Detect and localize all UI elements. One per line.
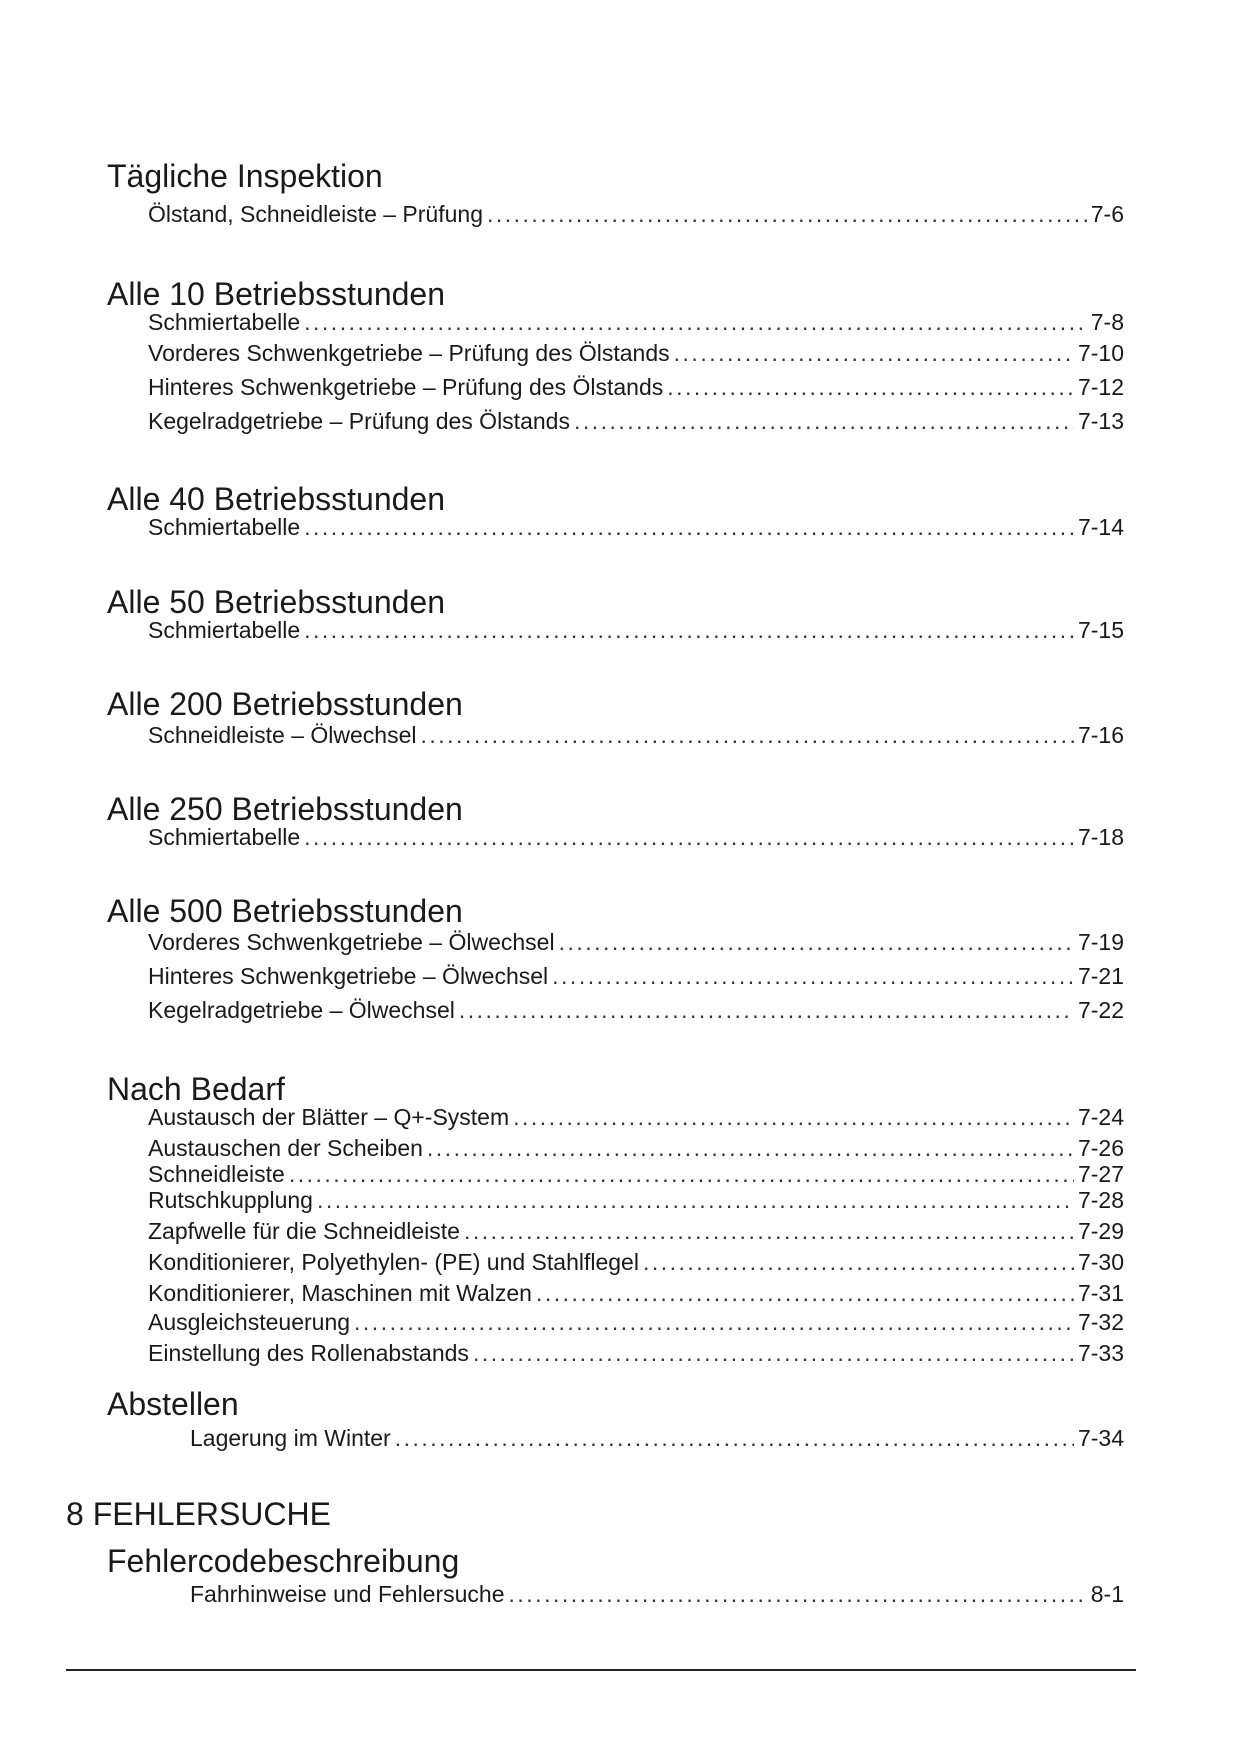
toc-entry-page: 7-26 — [1077, 1135, 1124, 1161]
dot-leader — [317, 1186, 1074, 1214]
toc-entry-page: 7-27 — [1077, 1161, 1124, 1187]
toc-entry-page: 7-18 — [1077, 824, 1124, 850]
toc-entry-label: Zapfwelle für die Schneidleiste — [148, 1218, 460, 1244]
toc-entry[interactable] — [148, 996, 1124, 1024]
toc-entry[interactable] — [148, 721, 1124, 749]
dot-leader — [459, 996, 1074, 1024]
toc-entry-label: Vorderes Schwenkgetriebe – Prüfung des Ölstands — [148, 340, 670, 366]
toc-entry[interactable] — [148, 962, 1124, 990]
toc-entry[interactable] — [148, 1339, 1124, 1367]
dot-leader — [674, 339, 1074, 367]
toc-entry[interactable] — [148, 1134, 1124, 1162]
toc-entry-label: Hinteres Schwenkgetriebe – Ölwechsel — [148, 963, 549, 989]
dot-leader — [289, 1160, 1074, 1188]
toc-entry-page: 7-33 — [1077, 1340, 1124, 1366]
toc-section-heading: Alle 40 Betriebsstunden — [107, 481, 445, 517]
toc-entry[interactable] — [148, 373, 1124, 401]
toc-chapter-heading: 8 FEHLERSUCHE — [66, 1496, 331, 1532]
dot-leader — [667, 373, 1074, 401]
toc-entry-label: Schmiertabelle — [148, 824, 301, 850]
toc-entry-page: 7-12 — [1077, 374, 1124, 400]
dot-leader — [304, 308, 1087, 336]
toc-entry[interactable] — [148, 1186, 1124, 1214]
dot-leader — [513, 1103, 1074, 1131]
toc-entry[interactable] — [148, 616, 1124, 644]
toc-entry-label: Kegelradgetriebe – Prüfung des Ölstands — [148, 408, 570, 434]
toc-entry[interactable] — [148, 823, 1124, 851]
toc-section-heading: Alle 500 Betriebsstunden — [107, 893, 463, 929]
toc-entry[interactable] — [148, 339, 1124, 367]
toc-entry-label: Hinteres Schwenkgetriebe – Prüfung des Ölstands — [148, 374, 664, 400]
toc-entry[interactable] — [148, 1217, 1124, 1245]
toc-section-heading: Tägliche Inspektion — [107, 158, 383, 194]
toc-entry-page: 7-14 — [1077, 514, 1124, 540]
toc-entry-label: Schneidleiste – Ölwechsel — [148, 722, 417, 748]
toc-entry-label: Austausch der Blätter – Q+-System — [148, 1104, 510, 1130]
toc-entry-label: Konditionierer, Polyethylen- (PE) und Stahlflegel — [148, 1249, 639, 1275]
dot-leader — [509, 1580, 1087, 1608]
toc-entry-label: Schneidleiste — [148, 1161, 285, 1187]
toc-entry-page: 7-29 — [1077, 1218, 1124, 1244]
toc-entry-page: 7-32 — [1077, 1309, 1124, 1335]
toc-entry[interactable] — [148, 1248, 1124, 1276]
dot-leader — [559, 928, 1074, 956]
dot-leader — [304, 616, 1074, 644]
toc-section-heading: Alle 10 Betriebsstunden — [107, 276, 445, 312]
toc-entry[interactable] — [148, 1103, 1124, 1131]
toc-entry-page: 7-28 — [1077, 1187, 1124, 1213]
toc-entry[interactable] — [148, 1279, 1124, 1307]
toc-entry-page: 7-19 — [1077, 929, 1124, 955]
toc-entry-page: 7-6 — [1090, 201, 1124, 227]
toc-section-heading: Alle 250 Betriebsstunden — [107, 791, 463, 827]
toc-entry-label: Ölstand, Schneidleiste – Prüfung — [148, 201, 483, 227]
toc-entry[interactable] — [148, 513, 1124, 541]
dot-leader — [536, 1279, 1074, 1307]
toc-entry-page: 7-21 — [1077, 963, 1124, 989]
dot-leader — [304, 823, 1074, 851]
toc-entry-label: Ausgleichsteuerung — [148, 1309, 351, 1335]
toc-entry-page: 7-30 — [1077, 1249, 1124, 1275]
toc-section-heading: Fehlercodebeschreibung — [107, 1543, 460, 1579]
toc-entry-page: 7-13 — [1077, 408, 1124, 434]
toc-entry-page: 7-16 — [1077, 722, 1124, 748]
toc-entry-label: Schmiertabelle — [148, 514, 301, 540]
toc-entry-page: 7-22 — [1077, 997, 1124, 1023]
dot-leader — [473, 1339, 1074, 1367]
toc-entry-label: Schmiertabelle — [148, 617, 301, 643]
toc-entry[interactable] — [148, 200, 1124, 228]
toc-entry-page: 7-8 — [1090, 309, 1124, 335]
toc-entry-label: Fahrhinweise und Fehlersuche — [190, 1581, 505, 1607]
toc-entry[interactable] — [148, 1308, 1124, 1336]
toc-entry[interactable] — [148, 1160, 1124, 1188]
toc-section-heading: Alle 50 Betriebsstunden — [107, 584, 445, 620]
toc-section-heading: Alle 200 Betriebsstunden — [107, 686, 463, 722]
toc-entry-page: 7-10 — [1077, 340, 1124, 366]
dot-leader — [464, 1217, 1074, 1245]
toc-entry-label: Austauschen der Scheiben — [148, 1135, 423, 1161]
toc-entry-label: Vorderes Schwenkgetriebe – Ölwechsel — [148, 929, 555, 955]
toc-entry[interactable] — [190, 1580, 1124, 1608]
toc-section-heading: Nach Bedarf — [107, 1071, 285, 1107]
dot-leader — [487, 200, 1087, 228]
toc-entry-page: 7-24 — [1077, 1104, 1124, 1130]
footer-rule — [66, 1669, 1136, 1671]
toc-entry-label: Rutschkupplung — [148, 1187, 313, 1213]
dot-leader — [643, 1248, 1074, 1276]
toc-entry[interactable] — [148, 928, 1124, 956]
toc-entry-label: Schmiertabelle — [148, 309, 301, 335]
toc-entry-page: 8-1 — [1090, 1581, 1124, 1607]
toc-section-heading: Abstellen — [107, 1386, 239, 1422]
dot-leader — [304, 513, 1074, 541]
toc-entry-page: 7-15 — [1077, 617, 1124, 643]
toc-entry-label: Einstellung des Rollenabstands — [148, 1340, 469, 1366]
toc-entry-label: Lagerung im Winter — [190, 1425, 391, 1451]
dot-leader — [395, 1424, 1074, 1452]
toc-entry-label: Konditionierer, Maschinen mit Walzen — [148, 1280, 532, 1306]
toc-entry[interactable] — [148, 308, 1124, 336]
dot-leader — [552, 962, 1074, 990]
toc-entry-page: 7-31 — [1077, 1280, 1124, 1306]
dot-leader — [427, 1134, 1074, 1162]
toc-entry[interactable] — [190, 1424, 1124, 1452]
dot-leader — [574, 407, 1074, 435]
toc-entry[interactable] — [148, 407, 1124, 435]
dot-leader — [354, 1308, 1074, 1336]
dot-leader — [420, 721, 1073, 749]
toc-entry-label: Kegelradgetriebe – Ölwechsel — [148, 997, 455, 1023]
toc-entry-page: 7-34 — [1077, 1425, 1124, 1451]
